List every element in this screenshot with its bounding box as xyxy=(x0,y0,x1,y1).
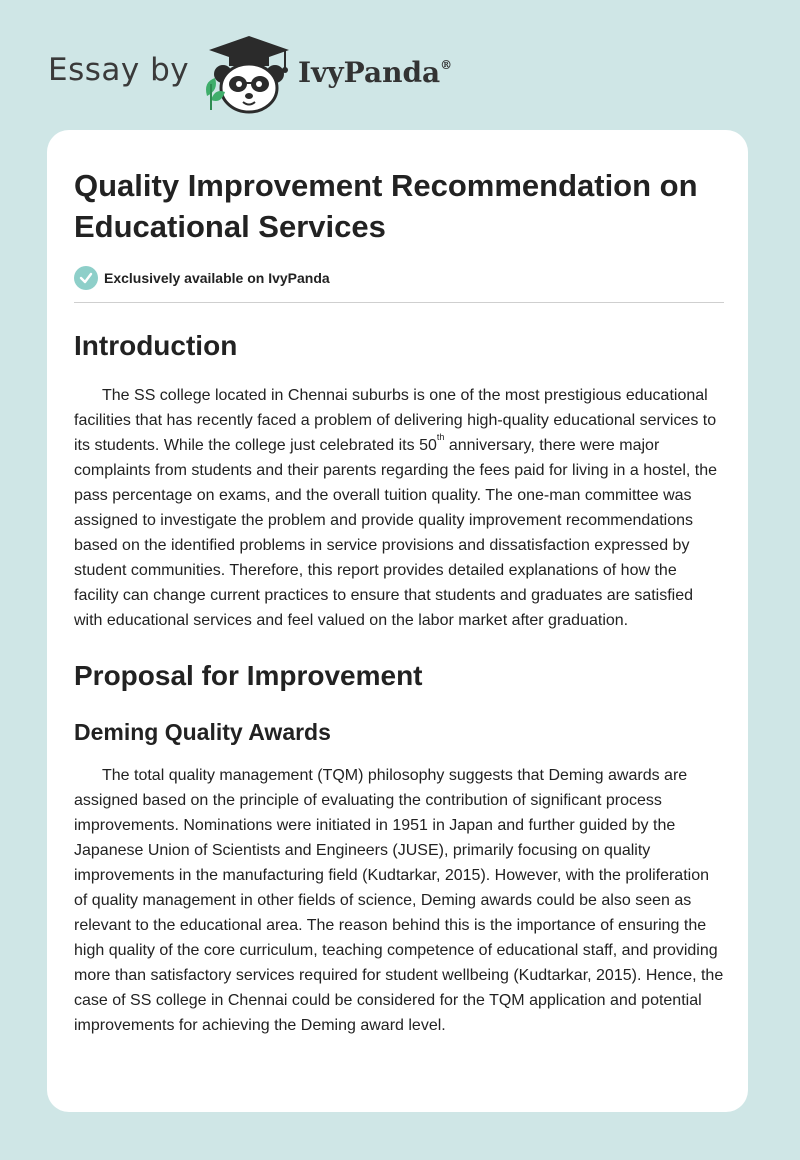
divider xyxy=(74,302,724,303)
subsection-heading-deming: Deming Quality Awards xyxy=(74,719,331,745)
section-heading-proposal: Proposal for Improvement xyxy=(74,660,423,691)
intro-paragraph: The SS college located in Chennai suburbs is one of the most prestigious educational facilities that has recently faced a problem of delivering high-quality educational services to its students. While the college just celebrated its 50th anniversary, there were major complaints from students and their parents regarding the fees paid for living in a hostel, the pass percentage on exams, and the overall tuition quality. The one-man committee was assigned to investigate the problem and provide quality improvement recommendations based on the identified problems in service provisions and dissatisfaction expressed by student communities. Therefore, this report provides detailed explanations of how the facility can change current practices to ensure that students and graduates are satisfied with educational services and feel valued on the labor market after graduation. xyxy=(74,387,718,629)
essay-content xyxy=(74,165,724,1038)
brand-name[interactable]: IvyPanda® xyxy=(298,56,453,89)
essay-title: Quality Improvement Recommendation on Educational Services xyxy=(74,168,698,244)
essay-by-label: Essay by xyxy=(48,52,190,88)
essay-card xyxy=(47,130,748,1112)
exclusive-badge xyxy=(74,266,724,290)
registered-mark: ® xyxy=(440,58,453,72)
check-icon xyxy=(74,266,98,290)
deming-paragraph: The total quality management (TQM) philosophy suggests that Deming awards are assigned based on the principle of evaluating the contribution of significant process improvements. Nominations were initiated in 1951 in Japan and further guided by the Japanese Union of Scientists and Engineers (JUSE), primarily focusing on quality improvements in the manufacturing field (Kudtarkar, 2015). However, with the proliferation of quality management in other fields of science, Deming awards could be also seen as relevant to the educational area. The reason behind this is the importance of ensuring the high quality of the core curriculum, teaching competence of educational staff, and providing more than satisfactory services required for student wellbeing (Kudtarkar, 2015). Hence, the case of SS college in Chennai could be considered for the TQM application and potential improvements for achieving the Deming award level. xyxy=(74,767,724,1034)
panda-graduation-cap-logo xyxy=(201,34,297,114)
panda-logo-icon[interactable] xyxy=(201,34,297,114)
exclusive-label: Exclusively available on IvyPanda xyxy=(104,270,330,286)
site-header xyxy=(48,34,468,114)
section-heading-introduction: Introduction xyxy=(74,330,238,361)
